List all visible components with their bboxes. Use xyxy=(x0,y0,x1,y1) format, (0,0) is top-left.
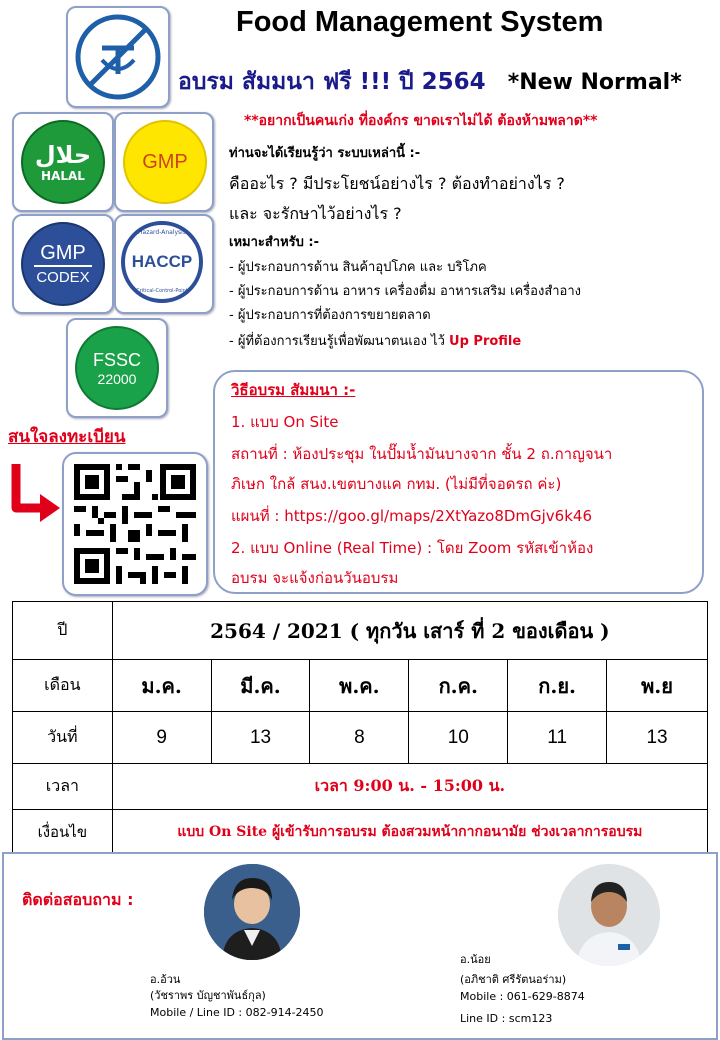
learn-question-2: และ จะรักษาไว้อย่างไร ? xyxy=(229,204,402,223)
person-2-name: (อภิชาติ ศรีรัตนอร่าม) xyxy=(460,973,567,986)
avatar xyxy=(204,864,300,960)
fms-logo-frame xyxy=(66,6,170,108)
table-row xyxy=(13,810,708,854)
person-1-photo-icon xyxy=(204,864,300,960)
month-cell: พ.ค. xyxy=(310,660,409,712)
schedule-table xyxy=(12,601,708,854)
haccp-text: HACCP xyxy=(131,252,193,271)
qr-code-frame[interactable] xyxy=(62,452,208,596)
up-profile-highlight: Up Profile xyxy=(449,334,522,349)
day-cell: 8 xyxy=(310,712,409,764)
page-subtitle xyxy=(178,64,682,100)
gmp-logo-icon xyxy=(123,120,207,204)
training-method-box xyxy=(213,370,704,594)
suitable-heading: เหมาะสำหรับ :- xyxy=(229,235,320,250)
day-cell: 13 xyxy=(607,712,708,764)
halal-logo-frame xyxy=(12,112,114,212)
suitable-item-4-text: - ผู้ที่ต้องการเรียนรู้เพื่อพัฒนาตนเอง ไว้ xyxy=(229,334,450,349)
month-cell: ก.ค. xyxy=(409,660,508,712)
condition-value: แบบ On Site ผู้เข้ารับการอบรม ต้องสวมหน้ากากอนามัย ช่วงเวลาการอบรม xyxy=(112,810,707,854)
avatar xyxy=(558,864,660,966)
person-2-phone: Mobile : 061-629-8874 xyxy=(460,990,585,1003)
tagline: **อยากเป็นคนเก่ง ที่องค์กร ขาดเราไม่ได้ ต้องห้ามพลาด** xyxy=(244,113,598,129)
haccp-logo-frame xyxy=(114,214,214,314)
fms-emblem-icon xyxy=(68,8,168,106)
suitable-item-2: - ผู้ประกอบการด้าน อาหาร เครื่องดื่ม อาหารเสริม เครื่องสำอาง xyxy=(229,284,582,299)
condition-label: เงื่อนไข xyxy=(13,810,113,854)
page-title: Food Management System xyxy=(236,6,604,38)
person-2-line: Line ID : scm123 xyxy=(460,1012,553,1025)
time-value: เวลา 9:00 น. - 15:00 น. xyxy=(112,764,707,810)
day-cell: 10 xyxy=(409,712,508,764)
info-section xyxy=(229,138,709,358)
person-1-phone: Mobile / Line ID : 082-914-2450 xyxy=(150,1006,324,1019)
haccp-ring-top: Hazard-Analysis xyxy=(138,229,186,236)
gmp-text: GMP xyxy=(142,150,188,173)
month-cell: พ.ย xyxy=(607,660,708,712)
learn-heading: ท่านจะได้เรียนรู้ว่า ระบบเหล่านี้ :- xyxy=(229,146,421,161)
halal-logo-icon xyxy=(21,120,105,204)
gmp-codex-logo-frame xyxy=(12,214,114,314)
gmp-logo-frame xyxy=(114,112,214,212)
subtitle-tag: *New Normal* xyxy=(507,70,682,95)
arrow-down-right-icon xyxy=(8,460,64,530)
subtitle-main: อบรม สัมมนา ฟรี !!! ปี 2564 xyxy=(178,69,486,95)
month-cell: มี.ค. xyxy=(211,660,310,712)
table-row xyxy=(13,712,708,764)
fssc-top: FSSC xyxy=(92,349,141,370)
month-cell: ม.ค. xyxy=(112,660,211,712)
gmp-codex-top: GMP xyxy=(34,242,92,267)
table-row xyxy=(13,602,708,660)
contact-heading: ติดต่อสอบถาม : xyxy=(22,890,134,909)
map-link[interactable]: แผนที่ : https://goo.gl/maps/2XtYazo8DmGjv6k46 xyxy=(231,507,593,525)
contact-box xyxy=(2,852,718,1040)
gmp-codex-bottom: CODEX xyxy=(36,269,90,286)
method-line-1: 1. แบบ On Site xyxy=(231,413,339,431)
qr-code-icon[interactable] xyxy=(64,454,206,594)
person-1-name: (วัชราพร บัญชาพันธ์กุล) xyxy=(150,989,266,1002)
day-cell: 9 xyxy=(112,712,211,764)
haccp-ring-bottom: Critical-Control-Point xyxy=(136,288,188,294)
halal-script: حلال xyxy=(34,141,92,169)
method-line-2: สถานที่ : ห้องประชุม ในปั๊มน้ำมันบางจาก ชั้น 2 ถ.กาญจนา xyxy=(231,445,613,463)
day-cell: 11 xyxy=(508,712,607,764)
method-line-6: อบรม จะแจ้งก่อนวันอบรม xyxy=(231,569,399,587)
month-cell: ก.ย. xyxy=(508,660,607,712)
person-1-nick: อ.อ้วน xyxy=(150,973,181,986)
fssc-logo-icon xyxy=(75,326,159,410)
method-line-5: 2. แบบ Online (Real Time) : โดย Zoom รหัสเข้าห้อง xyxy=(231,539,594,557)
time-label: เวลา xyxy=(13,764,113,810)
year-value: 2564 / 2021 ( ทุกวัน เสาร์ ที่ 2 ของเดือน ) xyxy=(112,602,707,660)
day-cell: 13 xyxy=(211,712,310,764)
table-row xyxy=(13,660,708,712)
month-label: เดือน xyxy=(13,660,113,712)
method-line-3: ภิเษก ใกล้ สนง.เขตบางแค กทม. (ไม่มีที่จอดรถ ค่ะ) xyxy=(231,475,562,493)
table-row xyxy=(13,764,708,810)
year-label: ปี xyxy=(13,602,113,660)
suitable-item-4 xyxy=(229,330,521,351)
gmp-codex-logo-icon xyxy=(21,222,105,306)
register-label[interactable]: สนใจลงทะเบียน xyxy=(8,427,126,447)
halal-text: HALAL xyxy=(41,169,85,183)
person-2-nick: อ.น้อย xyxy=(460,953,491,966)
fssc-bottom: 22000 xyxy=(97,370,137,387)
learn-question-1: คืออะไร ? มีประโยชน์อย่างไร ? ต้องทำอย่างไร ? xyxy=(229,174,565,193)
method-heading: วิธีอบรม สัมมนา :- xyxy=(231,381,356,399)
fssc-logo-frame xyxy=(66,318,168,418)
suitable-item-3: - ผู้ประกอบการที่ต้องการขยายตลาด xyxy=(229,308,431,323)
suitable-item-1: - ผู้ประกอบการด้าน สินค้าอุปโภค และ บริโภค xyxy=(229,260,487,275)
haccp-logo-icon xyxy=(121,221,203,303)
day-label: วันที่ xyxy=(13,712,113,764)
person-2-photo-icon xyxy=(558,864,660,966)
